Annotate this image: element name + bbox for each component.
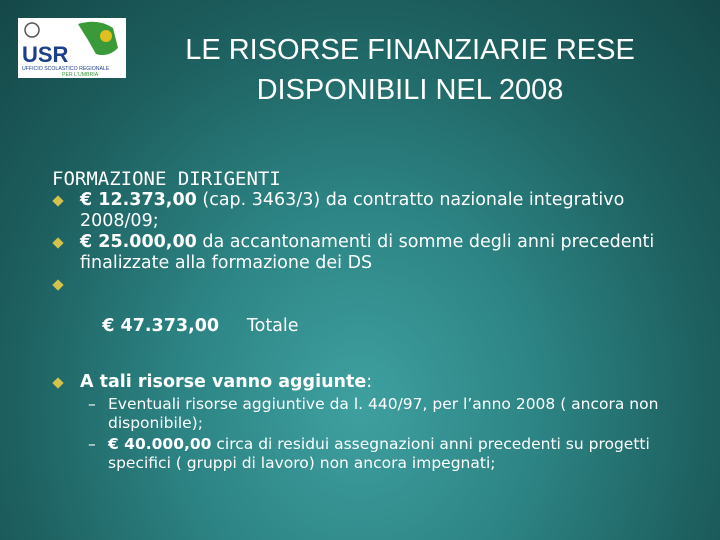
sub-item-text: Eventuali risorse aggiuntive da l. 440/97, per l’anno 2008 ( ancora non disponibile);: [108, 395, 659, 432]
bullet-item: [52, 274, 702, 358]
logo-subtitle: UFFICIO SCOLASTICO REGIONALE: [22, 66, 110, 72]
bullet-text: Totale: [219, 316, 299, 336]
sub-item-amount: € 40.000,00: [108, 435, 212, 453]
logo-subtitle-region: PER L'UMBRIA: [62, 72, 99, 78]
slide-title: [140, 30, 680, 110]
bullet-amount: € 12.373,00: [80, 190, 197, 210]
diamond-bullet-icon: [52, 237, 63, 248]
bullet-text: da accantonamenti di somme degli anni precedenti finalizzate alla formazione dei DS: [80, 232, 655, 273]
bullet-item-additional: [52, 372, 702, 393]
bullet-text: (cap. 3463/3) da contratto nazionale integrativo 2008/09;: [80, 190, 625, 231]
additional-colon: :: [366, 372, 373, 392]
dash-bullet-icon: –: [88, 435, 96, 453]
additional-label: A tali risorse vanno aggiunte: [80, 372, 367, 392]
section-heading: FORMAZIONE DIRIGENTI: [52, 168, 281, 190]
dash-bullet-icon: –: [88, 395, 96, 413]
sub-item: [52, 435, 702, 473]
diamond-bullet-icon: [52, 279, 63, 290]
title-line-1: LE RISORSE FINANZIARIE RESE: [185, 34, 635, 66]
bullet-item: [52, 232, 702, 274]
bullet-amount: € 25.000,00: [80, 232, 197, 252]
bullet-amount: € 47.373,00: [102, 316, 220, 336]
bullet-item: [52, 190, 702, 232]
slide-content: [52, 168, 702, 473]
diamond-bullet-icon: [52, 195, 63, 206]
sub-item-text: circa di residui assegnazioni anni precedenti su progetti specifici ( gruppi di lavoro) non ancora impegnati;: [108, 435, 650, 472]
logo-text: USR: [22, 42, 69, 67]
usr-logo: [18, 18, 126, 78]
title-line-2: DISPONIBILI NEL 2008: [256, 74, 564, 106]
diamond-bullet-icon: [52, 377, 63, 388]
sub-item: [52, 395, 702, 433]
